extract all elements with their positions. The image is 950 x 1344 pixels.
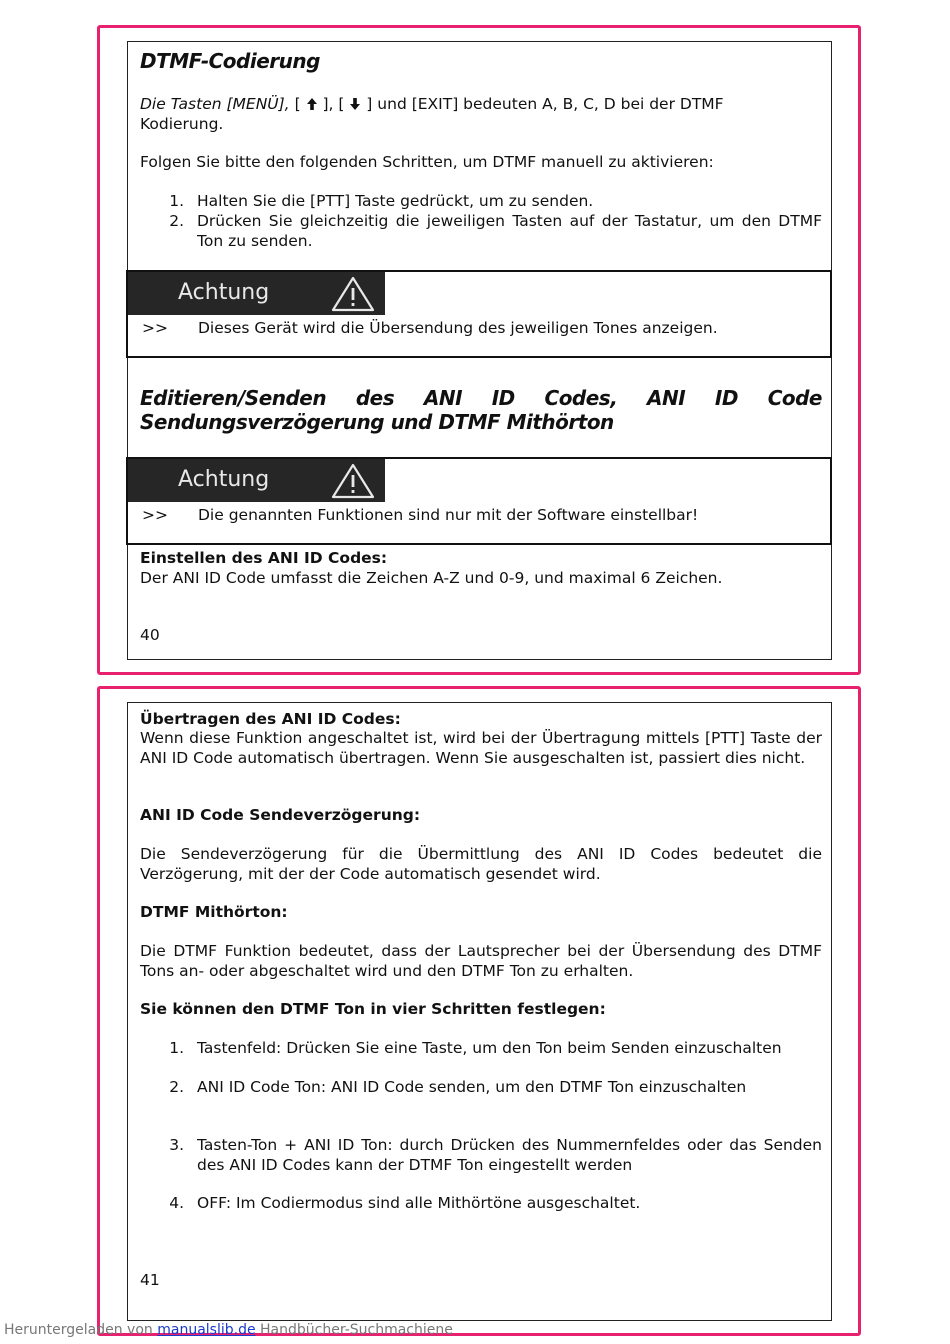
- section-title-ani-id: Editieren/Senden des ANI ID Codes, ANI ID Code Sendungsverzögerung und DTMF Mithörton: [140, 386, 822, 434]
- key-up-close: ],: [317, 95, 334, 113]
- list-2-text: ANI ID Code Ton: ANI ID Code senden, um den DTMF Ton einzuschalten: [197, 1078, 747, 1096]
- key-down-close: ]: [361, 95, 373, 113]
- keys-suffix-2: Kodierung.: [140, 115, 224, 133]
- warning-marker: >>: [142, 319, 168, 337]
- warning-banner: [128, 272, 385, 315]
- section-title-dtmf-codierung: DTMF-Codierung: [140, 49, 320, 73]
- intro-text: Folgen Sie bitte den folgenden Schritten, um DTMF manuell zu aktivieren:: [140, 153, 714, 171]
- list-4-text: OFF: Im Codiermodus sind alle Mithörtöne ausgeschaltet.: [197, 1194, 641, 1212]
- step-1-number: 1.: [169, 192, 184, 210]
- list-3-number: 3.: [169, 1136, 184, 1154]
- manualslib-link[interactable]: manualslib.de: [157, 1322, 256, 1338]
- section-title-uebertragen: Übertragen des ANI ID Codes:: [140, 710, 401, 728]
- section-title-vier-schritte: Sie können den DTMF Ton in vier Schritten festlegen:: [140, 1000, 606, 1018]
- download-footer: [4, 1322, 453, 1338]
- list-1-text: Tastenfeld: Drücken Sie eine Taste, um den Ton beim Senden einzuschalten: [197, 1039, 782, 1057]
- warning-triangle-icon: [331, 463, 375, 499]
- section-title-sendeverzoegerung: ANI ID Code Sendeverzögerung:: [140, 806, 421, 824]
- step-1-text: Halten Sie die [PTT] Taste gedrückt, um zu senden.: [197, 192, 594, 210]
- key-down-open: [: [338, 95, 350, 113]
- keys-line: [140, 95, 822, 115]
- footer-prefix: Heruntergeladen von: [4, 1322, 158, 1338]
- warning-marker: >>: [142, 506, 168, 524]
- section-text-mithoerton: Die DTMF Funktion bedeutet, dass der Lautsprecher bei der Übersendung des DTMF Tons an- oder abgeschaltet wird und den DTMF Ton zu erhalten.: [140, 942, 822, 980]
- section-title-mithoerton: DTMF Mithörton:: [140, 903, 288, 921]
- list-3-text: Tasten-Ton + ANI ID Ton: durch Drücken des Nummernfeldes oder das Senden des ANI ID Codes kann der DTMF Ton eingestellt werden: [197, 1136, 822, 1174]
- warning-banner: [128, 459, 385, 502]
- section-text-uebertragen: Wenn diese Funktion angeschaltet ist, wird bei der Übertragung mittels [PTT] Taste der ANI ID Code automatisch übertragen. Wenn Sie ausgeschalten ist, passiert dies nicht.: [140, 729, 822, 767]
- warning-box-1: [126, 270, 832, 358]
- arrow-up-icon: [306, 97, 318, 111]
- step-2-text: Drücken Sie gleichzeitig die jeweiligen Tasten auf der Tastatur, um den DTMF Ton zu senden.: [197, 212, 822, 250]
- warning-box-2: [126, 457, 832, 545]
- subsection-text-einstellen: Der ANI ID Code umfasst die Zeichen A-Z und 0-9, und maximal 6 Zeichen.: [140, 569, 723, 587]
- warning-triangle-icon: [331, 276, 375, 312]
- keys-suffix-1: und [EXIT] bedeuten A, B, C, D bei der DTMF: [377, 95, 724, 113]
- warning-text: Die genannten Funktionen sind nur mit der Software einstellbar!: [198, 506, 699, 524]
- page-number: 41: [140, 1271, 160, 1289]
- key-up-open: [: [294, 95, 306, 113]
- warning-label: Achtung: [178, 467, 270, 492]
- warning-label: Achtung: [178, 280, 270, 305]
- list-1-number: 1.: [169, 1039, 184, 1057]
- keys-prefix: Die Tasten [MENÜ],: [140, 95, 290, 113]
- footer-suffix: Handbücher-Suchmachiene: [255, 1322, 453, 1338]
- page-number: 40: [140, 626, 160, 644]
- arrow-down-icon: [349, 97, 361, 111]
- list-4-number: 4.: [169, 1194, 184, 1212]
- warning-text: Dieses Gerät wird die Übersendung des jeweiligen Tones anzeigen.: [198, 319, 718, 337]
- subsection-title-einstellen: Einstellen des ANI ID Codes:: [140, 549, 388, 567]
- step-2-number: 2.: [169, 212, 184, 230]
- list-2-number: 2.: [169, 1078, 184, 1096]
- section-text-sendeverzoegerung: Die Sendeverzögerung für die Übermittlung des ANI ID Codes bedeutet die Verzögerung, mit der der Code automatisch gesendet wird.: [140, 845, 822, 883]
